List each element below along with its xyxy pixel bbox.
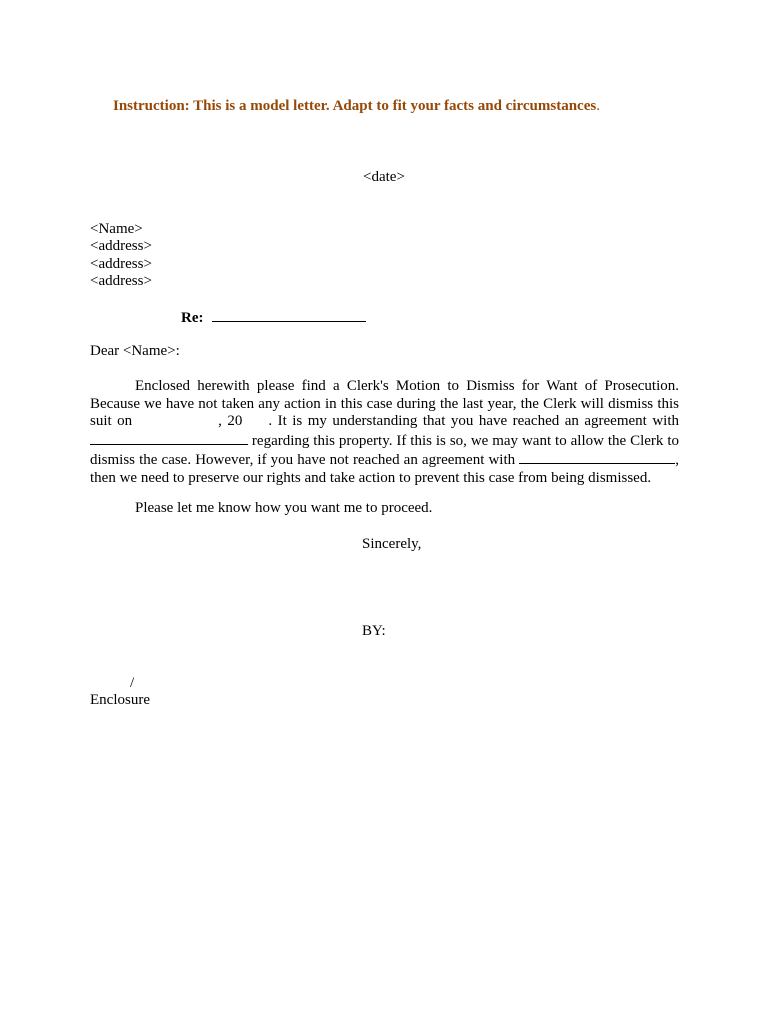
instruction-period: .	[596, 98, 600, 114]
initials-slash: /	[130, 675, 135, 691]
instruction-text: Instruction: This is a model letter. Adapt to fit your facts and circumstances	[113, 98, 597, 114]
re-label: Re:	[181, 310, 204, 326]
letter-date: <date>	[363, 169, 405, 185]
body-line-6: then we need to preserve our rights and take action to prevent this case from being dismissed.	[90, 469, 652, 486]
instruction-note	[113, 98, 600, 115]
re-line	[181, 308, 366, 327]
suit-on-text: suit on	[90, 413, 133, 430]
re-blank	[212, 308, 366, 322]
body-line-3	[90, 413, 679, 431]
body-line-5-text: dismiss the case. However, if you have not reached an agreement with	[90, 452, 516, 469]
body-line-4	[90, 431, 679, 451]
paragraph-2: Please let me know how you want me to proceed.	[135, 500, 433, 516]
recipient-name: <Name>	[90, 221, 143, 237]
body-paragraph	[90, 378, 679, 488]
body-line-2: Because we have not taken any action in this case during the last year, the Clerk will dismiss this	[90, 395, 679, 412]
by-label: BY:	[362, 623, 386, 639]
party-blank-2	[519, 450, 675, 464]
year-prefix: , 20	[218, 413, 243, 430]
body-line-1	[90, 378, 679, 396]
recipient-address-line-3: <address>	[90, 272, 152, 289]
comma: ,	[675, 452, 680, 469]
salutation: Dear <Name>:	[90, 343, 180, 359]
party-blank-1	[90, 431, 248, 445]
body-line-5	[90, 450, 679, 470]
closing: Sincerely,	[362, 536, 422, 552]
enclosure-note: Enclosure	[90, 692, 150, 708]
recipient-address-line-2: <address>	[90, 255, 152, 272]
body-line-3-text: . It is my understanding that you have reached an agreement with	[268, 413, 679, 430]
body-line-1-text: Enclosed herewith please find a Clerk's Motion to Dismiss for Want of Prosecution.	[135, 378, 679, 394]
body-line-4-text: regarding this property. If this is so, we may want to allow the Clerk to	[251, 432, 680, 449]
recipient-address-line-1: <address>	[90, 238, 152, 255]
recipient-block	[90, 221, 152, 290]
